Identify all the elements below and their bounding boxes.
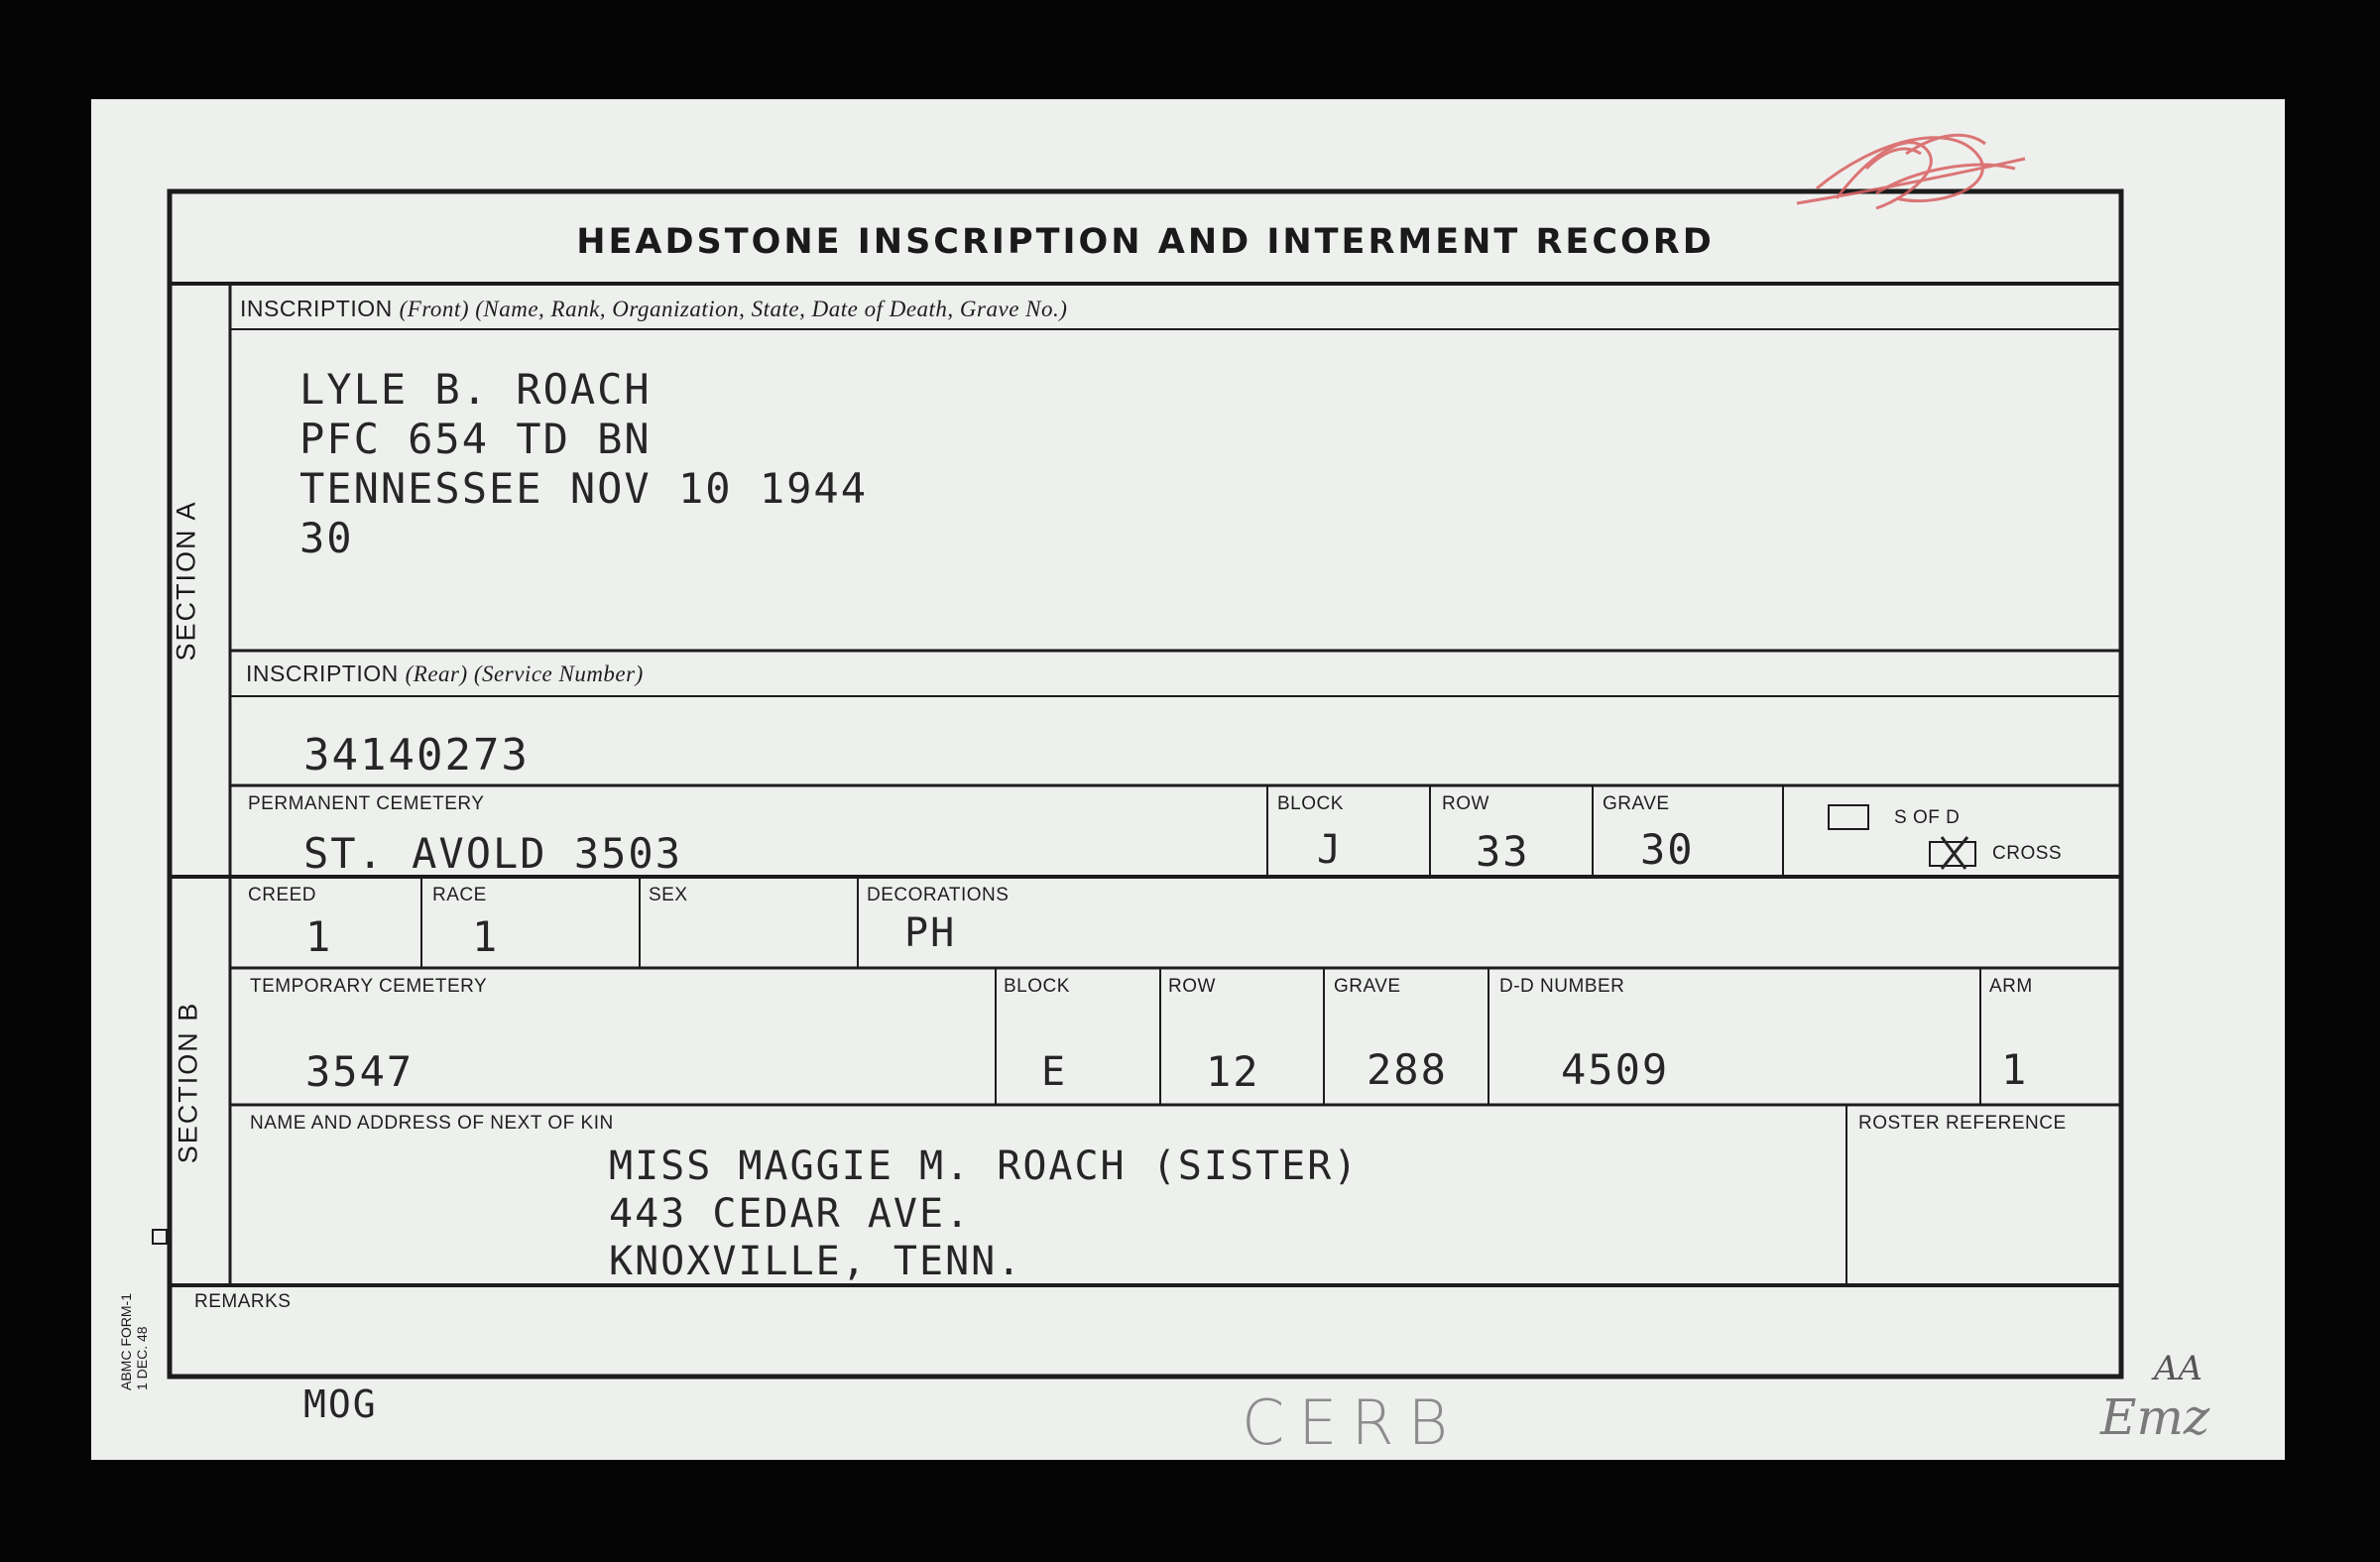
below-form-code: MOG (303, 1382, 378, 1426)
next-of-kin-label: NAME AND ADDRESS OF NEXT OF KIN (250, 1113, 614, 1134)
dd-number-value: 4509 (1561, 1045, 1670, 1094)
creed-label: CREED (248, 885, 317, 905)
dd-number-label: D-D NUMBER (1499, 976, 1625, 997)
pencil-initials: CERB (1242, 1386, 1463, 1459)
perm-row-label: ROW (1442, 793, 1489, 814)
inscription-state-date: TENNESSEE NOV 10 1944 (299, 464, 869, 513)
perm-row-value: 33 (1476, 827, 1530, 876)
decorations-value: PH (904, 910, 957, 956)
arm-label: ARM (1989, 976, 2033, 997)
right-notation-bottom: Emz (2100, 1388, 2210, 1446)
kin-city: KNOXVILLE, TENN. (609, 1239, 1023, 1284)
perm-grave-value: 30 (1640, 825, 1695, 874)
decorations-label: DECORATIONS (867, 885, 1010, 905)
section-b-label: SECTION B (173, 1001, 203, 1164)
temporary-cemetery-value: 3547 (305, 1047, 415, 1096)
temp-grave-label: GRAVE (1334, 976, 1401, 997)
inscription-front-text (299, 365, 868, 563)
s-of-d-label: S OF D (1894, 807, 1961, 828)
cross-label: CROSS (1992, 843, 2063, 864)
kin-street: 443 CEDAR AVE. (609, 1191, 972, 1237)
temp-row-label: ROW (1168, 976, 1216, 997)
race-value: 1 (472, 912, 500, 961)
record-card (91, 99, 2285, 1460)
kin-name: MISS MAGGIE M. ROACH (SISTER) (609, 1143, 1360, 1189)
form-id-line1: ABMC FORM-1 (118, 1293, 134, 1390)
roster-reference-label: ROSTER REFERENCE (1858, 1113, 2067, 1134)
temp-block-label: BLOCK (1004, 976, 1070, 997)
section-a-label: SECTION A (171, 500, 201, 661)
creed-value: 1 (305, 912, 333, 961)
temp-block-value: E (1041, 1049, 1068, 1095)
temp-row-value: 12 (1206, 1047, 1260, 1096)
inscription-grave-no: 30 (299, 514, 354, 562)
temporary-cemetery-label: TEMPORARY CEMETERY (250, 976, 488, 997)
perm-block-label: BLOCK (1277, 793, 1344, 814)
inscription-name: LYLE B. ROACH (299, 365, 652, 414)
right-notation-top: AA (2154, 1349, 2203, 1388)
form-id (118, 1232, 150, 1390)
service-number: 34140273 (303, 730, 530, 781)
next-of-kin-text (609, 1142, 1359, 1285)
form-title: HEADSTONE INSCRIPTION AND INTERMENT RECORD (576, 222, 1715, 262)
remarks-label: REMARKS (194, 1291, 292, 1312)
form-id-line2: 1 DEC. 48 (134, 1326, 150, 1390)
permanent-cemetery-value: ST. AVOLD 3503 (303, 829, 683, 878)
temp-grave-value: 288 (1367, 1045, 1448, 1094)
sex-label: SEX (649, 885, 688, 905)
permanent-cemetery-label: PERMANENT CEMETERY (248, 793, 485, 814)
inscription-front-label: INSCRIPTION (Front) (Name, Rank, Organization, State, Date of Death, Grave No.) (240, 296, 1068, 321)
race-label: RACE (432, 885, 487, 905)
arm-value: 1 (2001, 1045, 2029, 1094)
perm-block-value: J (1317, 827, 1344, 873)
inscription-rank-unit: PFC 654 TD BN (299, 415, 652, 463)
perm-grave-label: GRAVE (1603, 793, 1670, 814)
red-pencil-scribble (1797, 135, 2025, 208)
inscription-rear-label: INSCRIPTION (Rear) (Service Number) (246, 661, 644, 686)
